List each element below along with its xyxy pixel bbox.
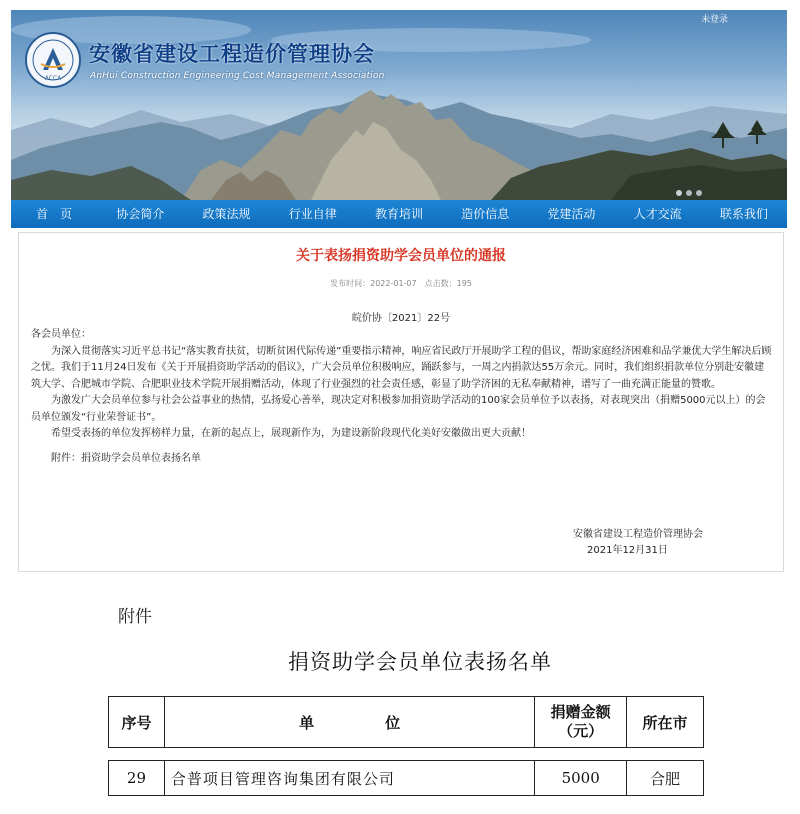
nav-item-self-discipline[interactable]: 行业自律 (288, 207, 337, 221)
site-subtitle: AnHui Construction Engineering Cost Management Association (90, 71, 385, 81)
slide-dot[interactable] (696, 190, 702, 196)
article-body (31, 327, 773, 467)
table-row (109, 761, 704, 796)
column-header-amount-line2: （元） (558, 722, 604, 740)
main-nav (11, 200, 787, 228)
site-title: 安徽省建设工程造价管理协会 (89, 42, 375, 66)
cell-no: 29 (109, 761, 165, 796)
article-title: 关于表扬捐资助学会员单位的通报 (296, 248, 506, 264)
column-header-amount (535, 697, 627, 748)
nav-item-contact[interactable]: 联系我们 (719, 207, 768, 221)
login-status-link[interactable]: 未登录 (701, 15, 729, 25)
column-header-amount-line1: 捐赠金额 (550, 703, 611, 721)
honor-list-table-header (108, 696, 704, 748)
cell-amount: 5000 (535, 761, 627, 796)
slide-dot[interactable] (676, 190, 682, 196)
svg-text:ACCA: ACCA (44, 75, 62, 82)
signature-date: 2021年12月31日 (587, 545, 668, 556)
banner-slide-indicator[interactable] (676, 181, 706, 200)
header-banner (11, 10, 787, 200)
nav-item-talent[interactable]: 人才交流 (633, 207, 682, 221)
nav-item-training[interactable]: 教育培训 (374, 207, 423, 221)
publish-time: 发布时间：2022-01-07 (330, 279, 417, 288)
attachment-label: 附件 (118, 607, 152, 627)
association-logo[interactable] (25, 32, 81, 88)
article-panel (18, 232, 784, 572)
article-paragraph: 为激发广大会员单位参与社会公益事业的热情，弘扬爱心善举，现决定对积极参加捐资助学活动的100家会员单位予以表扬，对表现突出（捐赠5000元以上）的会员单位颁发“行业荣誉证书”。 (31, 395, 766, 423)
nav-item-policies[interactable]: 政策法规 (202, 207, 251, 221)
cell-city: 合肥 (627, 761, 704, 796)
attachment-title: 捐资助学会员单位表扬名单 (288, 650, 552, 674)
attachment-image (10, 574, 790, 814)
salutation: 各会员单位： (31, 329, 91, 340)
nav-item-home[interactable]: 首 页 (36, 207, 73, 221)
article-meta (19, 278, 783, 289)
signature-org: 安徽省建设工程造价管理协会 (573, 529, 703, 540)
nav-item-party[interactable]: 党建活动 (547, 207, 596, 221)
article-paragraph: 希望受表扬的单位发挥榜样力量，在新的起点上，展现新作为，为建设新阶段现代化美好安徽做出更大贡献！ (51, 428, 531, 439)
column-header-city: 所在市 (627, 697, 704, 748)
column-header-no: 序号 (109, 697, 165, 748)
logo-mark-icon (27, 34, 83, 90)
slide-dot[interactable] (686, 190, 692, 196)
attachment-note: 附件：捐资助学会员单位表扬名单 (51, 452, 201, 464)
cell-unit: 合普项目管理咨询集团有限公司 (164, 761, 534, 796)
document-number: 皖价协〔2021〕22号 (351, 313, 451, 324)
nav-item-about[interactable]: 协会简介 (116, 207, 165, 221)
article-paragraph: 为深入贯彻落实习近平总书记“落实教育扶贫，切断贫困代际传递”重要指示精神，响应省民政厅开展助学工程的倡议，帮助家庭经济困难和品学兼优大学生解决后顾之忧。我们于11月24日发布《关于开展捐资助学活动的倡议》，广大会员单位积极响应，踊跃参与，一周之内捐款达55万余元。同时，我们组织捐款单位分别赴安徽建筑大学、合肥城市学院、合肥职业技术学院开展捐赠活动，体现了行业强烈的社会责任感，彰显了助学济困的无私奉献精神，谱写了一曲充满正能量的赞歌。 (31, 345, 772, 390)
signature-block (573, 527, 703, 559)
column-header-unit: 单 位 (164, 697, 534, 748)
honor-list-table-body (108, 760, 704, 796)
nav-item-cost-info[interactable]: 造价信息 (461, 207, 510, 221)
view-count: 点击数：195 (424, 279, 472, 288)
